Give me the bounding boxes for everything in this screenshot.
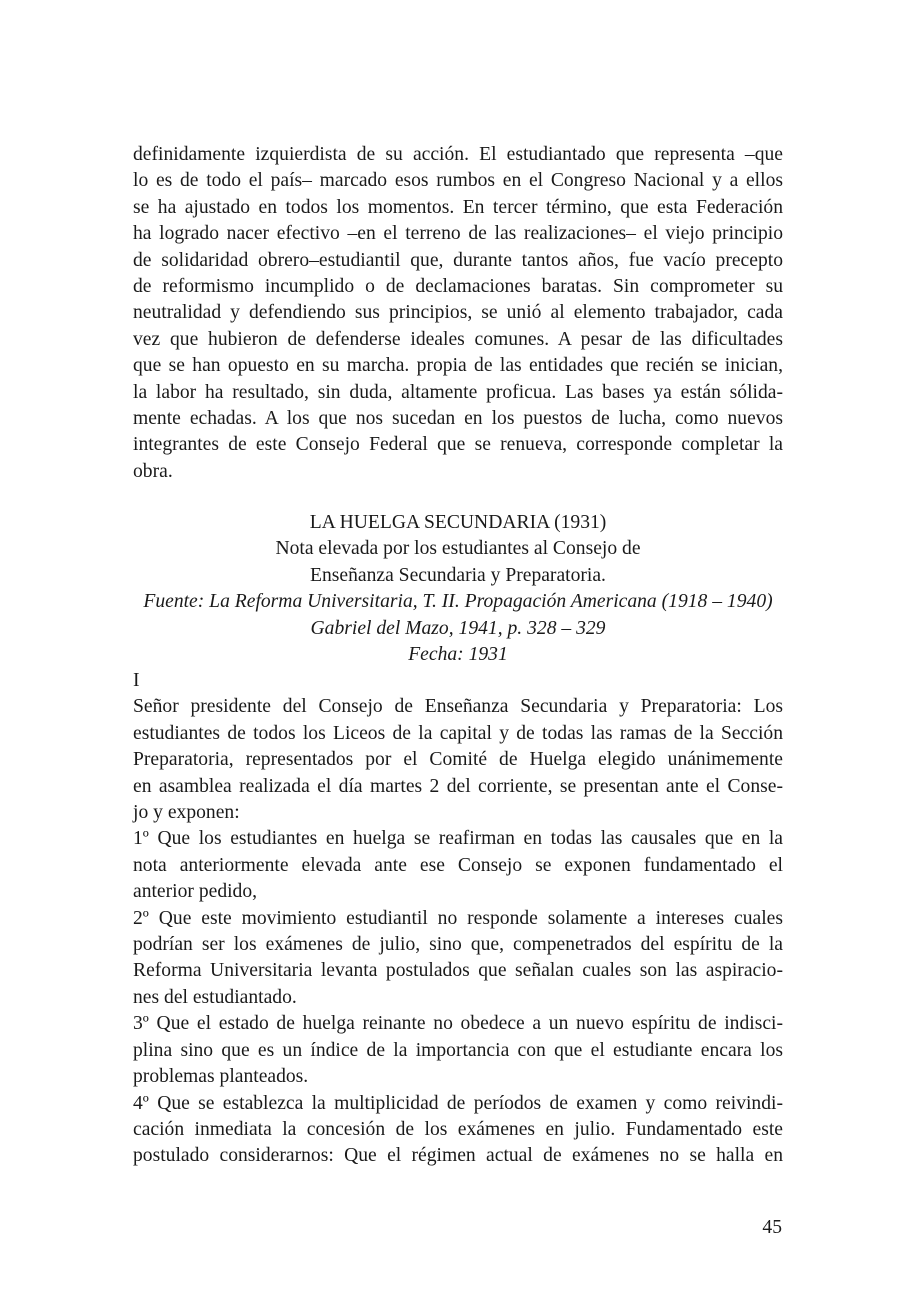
- text-line: nota anteriormente elevada ante ese Consejo se exponen fundamentado el: [133, 854, 783, 876]
- text-line: problemas planteados.: [133, 1066, 309, 1088]
- text-line: postulado considerarnos: Que el régimen actual de exámenes no se halla en: [133, 1145, 783, 1167]
- text-line: integrantes de este Consejo Federal que se renueva, corresponde completar la: [133, 434, 783, 456]
- text-line: Señor presidente del Consejo de Enseñanza Secundaria y Preparatoria: Los: [133, 696, 783, 718]
- text-line: en asamblea realizada el día martes 2 del corriente, se presentan ante el Conse-: [133, 775, 783, 797]
- page-number: 45: [762, 1217, 782, 1238]
- text-line: neutralidad y defendiendo sus principios, se unió al elemento trabajador, cada: [133, 302, 783, 324]
- text-line: se ha ajustado en todos los momentos. En tercer término, que esta Federación: [133, 196, 783, 218]
- source-citation: Gabriel del Mazo, 1941, p. 328 – 329: [310, 617, 606, 639]
- text-line: lo es de todo el país– marcado esos rumbos en el Congreso Nacional y a ellos: [133, 170, 783, 192]
- text-line: Reforma Universitaria levanta postulados que señalan cuales son las aspiracio-: [133, 960, 783, 982]
- letter-body: [133, 668, 783, 1170]
- text-line: ha logrado nacer efectivo –en el terreno de las realizaciones– el viejo principio: [133, 223, 783, 245]
- section-title: LA HUELGA SECUNDARIA (1931): [309, 512, 607, 533]
- text-line: 1º Que los estudiantes en huelga se reafirman en todas las causales que en la: [133, 828, 783, 850]
- text-line: anterior pedido,: [133, 881, 258, 903]
- text-line: 2º Que este movimiento estudiantil no responde solamente a intereses cuales: [133, 907, 783, 929]
- text-line: jo y exponen:: [133, 802, 240, 824]
- text-line: plina sino que es un índice de la importancia con que el estudiante encara los: [133, 1039, 783, 1061]
- text-line: nes del estudiantado.: [133, 986, 297, 1008]
- text-line: estudiantes de todos los Liceos de la capital y de todas las ramas de la Sección: [133, 722, 783, 744]
- section-subtitle: Enseñanza Secundaria y Preparatoria.: [310, 564, 606, 586]
- text-line: que se han opuesto en su marcha. propia de las entidades que recién se inician,: [133, 355, 783, 377]
- text-line: podrían ser los exámenes de julio, sino que, compenetrados del espíritu de la: [133, 934, 783, 956]
- text-line: la labor ha resultado, sin duda, altamente proficua. Las bases ya están sólida-: [133, 381, 783, 403]
- text-line: de reformismo incumplido o de declamaciones baratas. Sin comprometer su: [133, 276, 783, 298]
- text-line: obra.: [133, 460, 173, 482]
- text-line: vez que hubieron de defenderse ideales comunes. A pesar de las dificultades: [133, 328, 783, 350]
- text-line: mente echadas. A los que nos sucedan en los puestos de lucha, como nuevos: [133, 408, 783, 430]
- source-date: Fecha: 1931: [408, 644, 508, 666]
- text-line: cación inmediata la concesión de los exámenes en julio. Fundamentado este: [133, 1118, 783, 1140]
- text-line: Preparatoria, representados por el Comité de Huelga elegido unánimemente: [133, 749, 783, 771]
- section-subtitle: Nota elevada por los estudiantes al Consejo de: [275, 538, 641, 560]
- text-line: de solidaridad obrero–estudiantil que, durante tantos años, fue vacío precepto: [133, 249, 783, 271]
- section-header: [133, 510, 783, 668]
- text-line: 4º Que se establezca la multiplicidad de períodos de examen y como reivindi-: [133, 1092, 783, 1114]
- text-line: 3º Que el estado de huelga reinante no obedece a un nuevo espíritu de indisci-: [133, 1013, 783, 1035]
- body-paragraph: [133, 142, 783, 485]
- source-citation: Fuente: La Reforma Universitaria, T. II. Propagación Americana (1918 – 1940): [143, 591, 773, 613]
- roman-numeral: I: [133, 670, 140, 691]
- text-line: definidamente izquierdista de su acción. El estudiantado que representa –que: [133, 144, 783, 165]
